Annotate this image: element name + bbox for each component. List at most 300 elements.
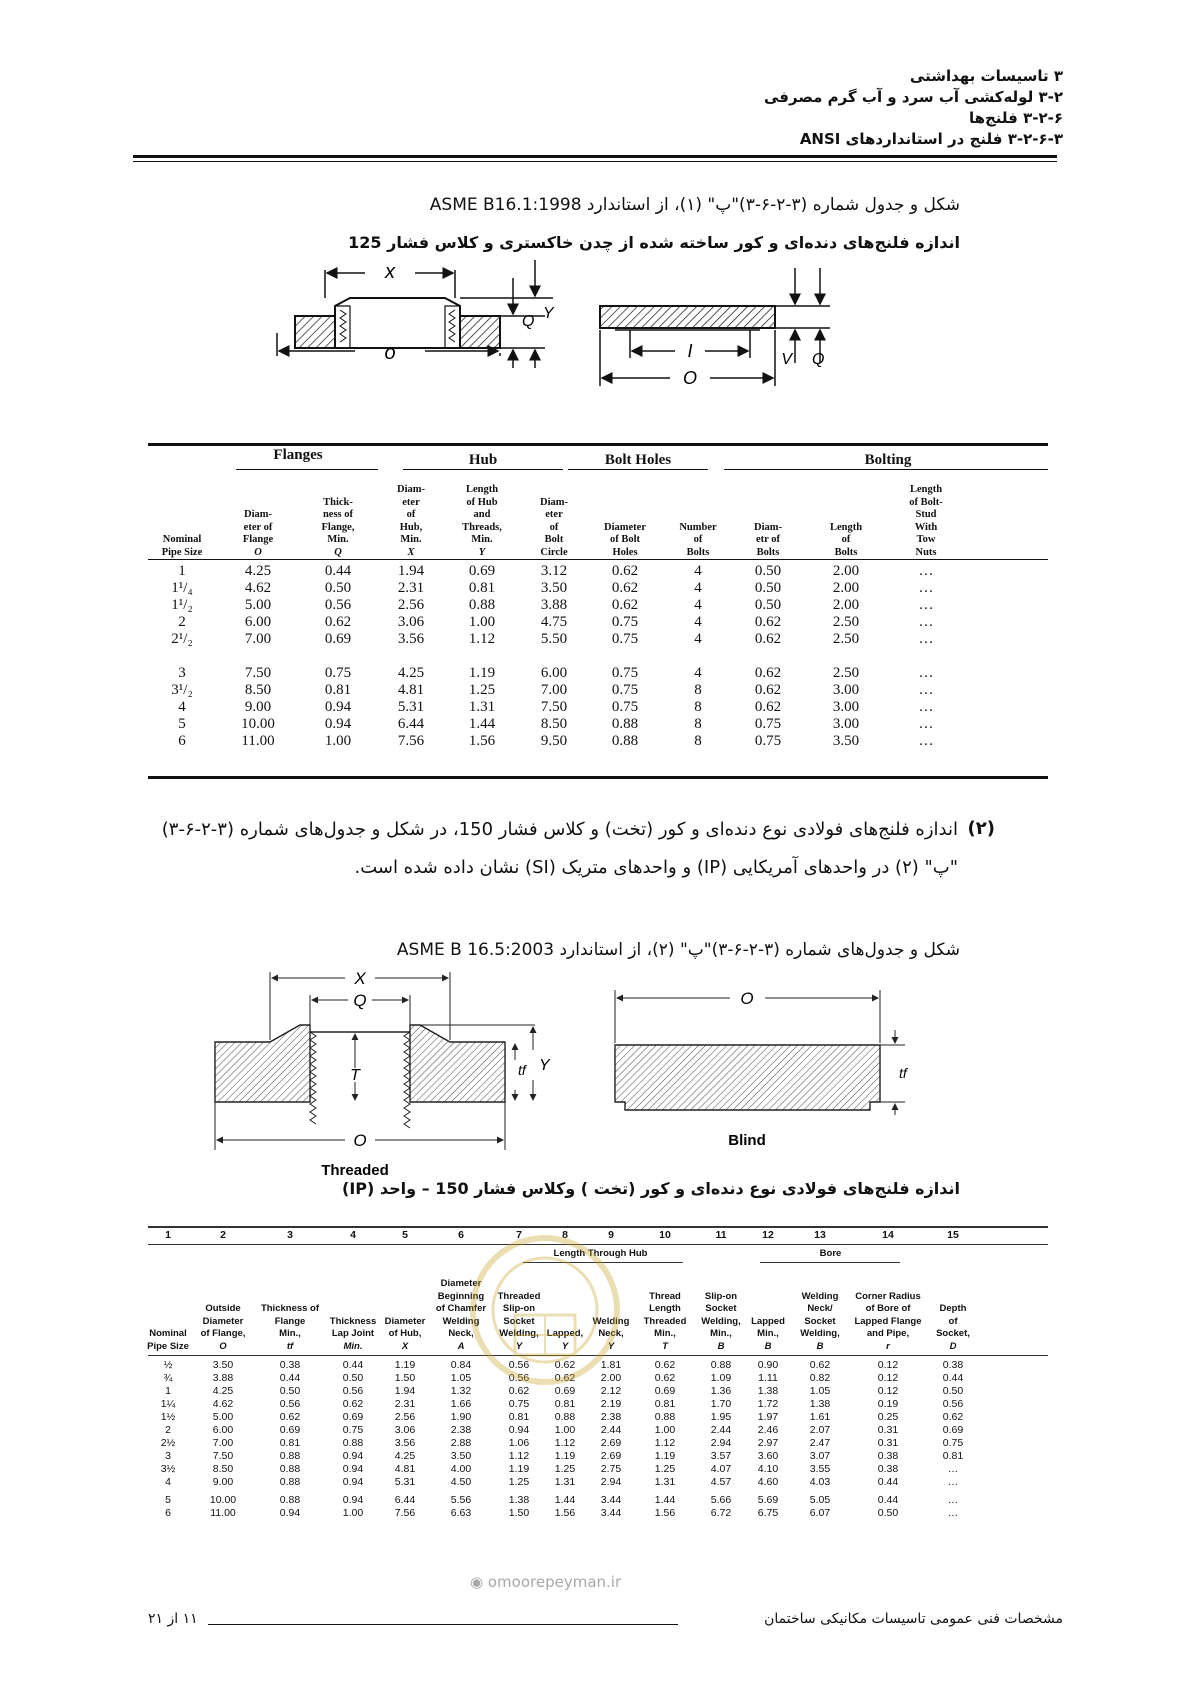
table-cell: 0.44	[279, 1372, 301, 1384]
table-cell: 0.62	[654, 1372, 676, 1384]
table-cell: 0.75	[611, 665, 639, 681]
paragraph-line-1: اندازه فلنج‌های فولادی نوع دنده‌ای و کور (تخت) و کلاس فشار 150، در شکل و جدول‌های شماره (۳-۲-۶-۳)	[161, 819, 958, 840]
table1-col-header-line: Diam-	[244, 509, 272, 520]
table-cell: 0.88	[279, 1450, 301, 1462]
table-cell: 1¹/₄	[171, 580, 193, 596]
table-cell: 1.90	[450, 1411, 472, 1423]
table1-col-header-line: Holes	[612, 546, 638, 558]
label-q-2: Q	[353, 991, 367, 1010]
table-cell: 0.62	[611, 580, 639, 596]
table-cell: 0.81	[508, 1411, 530, 1423]
table-cell: 5.00	[244, 597, 272, 613]
table-cell: 2	[165, 1424, 171, 1436]
table2-col-number: 9	[608, 1229, 614, 1241]
table-cell: …	[918, 665, 934, 681]
table2-col-number: 4	[350, 1229, 356, 1241]
table-cell: 2.44	[600, 1424, 622, 1436]
table-row	[148, 1450, 1048, 1463]
table-cell: 3.50	[450, 1450, 472, 1462]
table1-col-header-line: Min.	[327, 534, 349, 545]
table2-col-header-line: B	[816, 1340, 824, 1352]
table-cell: 7.56	[397, 733, 425, 749]
table-cell: 3.00	[832, 716, 860, 732]
table1-title: اندازه فلنج‌های دنده‌ای و کور ساخته شده از چدن خاکستری و کلاس فشار 125	[348, 233, 960, 252]
table-cell: 1.12	[654, 1437, 676, 1449]
table2-col-number: 2	[220, 1229, 226, 1241]
table2-col-number: 13	[814, 1229, 826, 1241]
table2-top-rule	[148, 1226, 1048, 1228]
table2-col-header-line: A	[457, 1340, 465, 1352]
table-cell: 0.81	[468, 580, 496, 596]
table-cell: 2.50	[832, 631, 860, 647]
table-cell: 5.31	[394, 1476, 416, 1488]
table-cell: 2.07	[809, 1424, 831, 1436]
table-cell: 1¹/₂	[171, 597, 193, 613]
table2-col-number: 12	[762, 1229, 774, 1241]
table-cell: 1.61	[809, 1411, 831, 1423]
table1-col-header-line: Bolt	[544, 534, 564, 545]
table-cell: 3.00	[832, 682, 860, 698]
table-cell: 0.94	[508, 1424, 530, 1436]
table-cell: 0.12	[877, 1372, 899, 1384]
table-cell: 0.75	[754, 733, 782, 749]
table1-col-header-line: Bolts	[686, 546, 710, 558]
table-cell: 0.62	[809, 1359, 831, 1371]
table-cell: 0.50	[754, 580, 782, 596]
group-hub: Hub	[468, 452, 498, 468]
table2-col-header-line: Welding	[592, 1315, 630, 1327]
label-y: Y	[543, 305, 554, 322]
table-cell: …	[947, 1463, 959, 1475]
table-cell: 0.56	[508, 1372, 530, 1384]
table1-col-header-1	[150, 534, 214, 559]
table-cell: 11.00	[210, 1507, 236, 1519]
table-cell: 2.19	[600, 1398, 622, 1410]
label-t-2: T	[350, 1067, 360, 1084]
table1-bottom-rule	[148, 776, 1048, 779]
table1-col-header-5	[450, 484, 514, 559]
table-cell: 4.62	[212, 1398, 234, 1410]
table2-col-header-2	[191, 1303, 255, 1353]
table1-col-header-line: Nominal	[162, 534, 202, 545]
group-bore: Bore	[819, 1248, 842, 1259]
table-cell: 2.38	[450, 1424, 472, 1436]
table-cell: 0.69	[554, 1385, 576, 1397]
table-cell: 6.75	[757, 1507, 779, 1519]
table-cell: 4.07	[710, 1463, 732, 1475]
table2-col-header-line: Neck/	[807, 1303, 833, 1314]
table1-col-header-line: Flange,	[321, 521, 355, 533]
table-cell: 5	[165, 1494, 171, 1506]
table-cell: 1.00	[324, 733, 352, 749]
figure2-flange-drawings	[215, 969, 965, 1179]
table-cell: 2	[178, 614, 186, 630]
table2-col-header-line: Thickness of	[260, 1303, 320, 1314]
table-cell: 6.44	[394, 1494, 416, 1506]
table-cell: 0.62	[654, 1359, 676, 1371]
table-cell: 0.81	[554, 1398, 576, 1410]
table-cell: 2.69	[600, 1437, 622, 1449]
group-flanges: Flanges	[273, 447, 323, 463]
table-cell: 10.00	[241, 716, 275, 732]
header-chapter: ۳ تاسیسات بهداشتی	[909, 67, 1063, 85]
table1-col-header-line: Length	[909, 484, 943, 495]
table-cell: 3.60	[757, 1450, 779, 1462]
table2-col-header-line: Lap Joint	[331, 1328, 375, 1339]
table2-col-header-line: Min.,	[279, 1328, 301, 1339]
table-cell: 1.00	[468, 614, 496, 630]
table-cell: 0.82	[809, 1372, 831, 1384]
table-cell: 6.44	[397, 716, 425, 732]
table-cell: 0.88	[279, 1463, 301, 1475]
table-cell: 0.50	[342, 1372, 364, 1384]
table2-col-header-line: Pipe Size	[147, 1340, 189, 1352]
table1-col-header-8	[666, 522, 730, 560]
table1-col-header-line: ness of	[322, 509, 354, 520]
table-cell: 1.31	[554, 1476, 576, 1488]
table-row	[148, 1437, 1048, 1450]
table-row	[148, 698, 1048, 716]
group-bolt-holes: Bolt Holes	[604, 452, 672, 468]
table2-col-header-line: Min.	[343, 1340, 363, 1352]
label-i: I	[687, 341, 693, 361]
table2-col-header-line: T	[662, 1340, 668, 1352]
table1-col-header-6	[522, 497, 586, 560]
table-cell: …	[947, 1476, 959, 1488]
table-cell: 1.70	[710, 1398, 732, 1410]
table1-col-header-line: Min.	[400, 534, 422, 545]
table-cell: 3.07	[809, 1450, 831, 1462]
table1-col-header-2	[226, 509, 290, 559]
table-cell: 1.38	[508, 1494, 530, 1506]
table-cell: 4.62	[244, 580, 272, 596]
table-row	[148, 715, 1048, 733]
blind-flange-section-2	[615, 1045, 880, 1110]
table-cell: …	[947, 1494, 959, 1506]
table-cell: 4.60	[757, 1476, 779, 1488]
table-row	[148, 579, 1048, 597]
table-cell: 1.05	[809, 1385, 831, 1397]
table-cell: 6.00	[244, 614, 272, 630]
table1-col-header-line: Bolts	[834, 546, 858, 558]
table-cell: 0.75	[611, 614, 639, 630]
table2-col-header-line: Thread	[649, 1290, 681, 1302]
label-o-right-2: O	[740, 989, 754, 1008]
table-cell: 0.56	[324, 597, 352, 613]
table-cell: 9.00	[244, 699, 272, 715]
table-cell: 0.44	[342, 1359, 364, 1371]
table-cell: 0.50	[324, 580, 352, 596]
table-cell: 3	[165, 1450, 171, 1462]
table-cell: 0.81	[324, 682, 352, 698]
table1-col-header-line: etr of	[756, 534, 780, 545]
table2-col-header-line: Y	[515, 1340, 523, 1352]
table2-col-header-5	[373, 1316, 437, 1354]
table-cell: 1.31	[468, 699, 496, 715]
table-cell: 4.81	[394, 1463, 416, 1475]
table-cell: 0.75	[754, 716, 782, 732]
header-rule-thin	[133, 161, 1057, 162]
table-cell: ¾	[163, 1372, 173, 1384]
paragraph-body	[58, 811, 958, 887]
table-cell: 1½	[160, 1411, 176, 1423]
table-cell: 1.72	[757, 1398, 779, 1410]
table-cell: 0.38	[279, 1359, 301, 1371]
table-row	[148, 1494, 1048, 1507]
table-cell: 0.62	[754, 699, 782, 715]
table-cell: 0.56	[508, 1359, 530, 1371]
table1-col-header-line: of	[549, 521, 559, 533]
table-cell: 0.84	[450, 1359, 472, 1371]
table-cell: 4	[694, 580, 702, 596]
table-cell: 0.88	[654, 1411, 676, 1423]
table-cell: 3.06	[394, 1424, 416, 1436]
table1-col-header-line: Hub,	[399, 521, 423, 533]
table2-col-header-line: Thickness	[329, 1315, 377, 1327]
table2-col-number: 5	[402, 1229, 408, 1241]
table2-col-header-line: Min.,	[654, 1328, 676, 1339]
figure1-caption: شکل و جدول شماره (۳-۲-۶-۳)"پ" (۱)، از استاندارد ASME B16.1:1998	[429, 195, 960, 215]
table1-col-header-3	[306, 497, 370, 560]
table2-col-number: 7	[516, 1229, 522, 1241]
table-cell: 3.56	[394, 1437, 416, 1449]
table-cell: 1.56	[468, 733, 496, 749]
table-cell: 6	[165, 1507, 171, 1519]
table-cell: 1.12	[508, 1450, 530, 1462]
table-cell: 0.25	[877, 1411, 899, 1423]
table2-title: اندازه فلنج‌های فولادی نوع دنده‌ای و کور (تخت ) وکلاس فشار 150 – واحد (IP)	[342, 1179, 960, 1198]
table-cell: 0.62	[324, 614, 352, 630]
table-cell: 2.94	[600, 1476, 622, 1488]
table-cell: 0.19	[877, 1398, 899, 1410]
table2-col-number: 11	[715, 1229, 727, 1241]
table-cell: 0.62	[279, 1411, 301, 1423]
table2-col-header-line: Y	[607, 1340, 615, 1352]
table2-col-number: 6	[458, 1229, 464, 1241]
table-row	[148, 1463, 1048, 1476]
table-cell: 0.62	[754, 614, 782, 630]
table2-col-number: 14	[882, 1229, 894, 1241]
table1-col-header-line: Threads,	[462, 521, 502, 533]
table-cell: 8	[694, 699, 702, 715]
table1-col-header-line: Q	[334, 546, 342, 558]
table-cell: 1¼	[160, 1398, 176, 1410]
table-cell: 0.62	[554, 1372, 576, 1384]
table-cell: 10.00	[209, 1494, 237, 1506]
table-cell: 5.66	[710, 1494, 732, 1506]
table2-col-header-line: of Chamfer	[435, 1303, 487, 1314]
table-cell: 0.75	[611, 699, 639, 715]
table-cell: 2.47	[809, 1437, 831, 1449]
table-cell: 0.94	[342, 1494, 364, 1506]
table-cell: 3.88	[540, 597, 568, 613]
label-threaded: Threaded	[321, 1162, 389, 1179]
table-cell: 1.36	[710, 1385, 732, 1397]
table2-col-header-line: Flange	[274, 1315, 306, 1327]
table2-col-header-line: Min.,	[710, 1328, 732, 1339]
table-cell: 0.62	[942, 1411, 964, 1423]
dim-v-q	[775, 268, 830, 363]
table-row	[148, 1424, 1048, 1437]
table-cell: 4	[165, 1476, 171, 1488]
table-cell: 7.50	[244, 665, 272, 681]
table-cell: 8.50	[212, 1463, 234, 1475]
table2-col-header-line: r	[886, 1340, 890, 1352]
table2-col-header-line: Nominal	[149, 1328, 187, 1339]
table1-col-header-11	[894, 484, 958, 559]
table1-col-header-line: and	[473, 509, 491, 520]
table2-col-header-line: Min.,	[757, 1328, 779, 1339]
table-cell: 4.00	[450, 1463, 472, 1475]
table2-col-header-line: Welding,	[499, 1328, 539, 1339]
table-cell: 2.00	[832, 580, 860, 596]
table-cell: 0.31	[877, 1424, 899, 1436]
table-cell: 0.56	[342, 1385, 364, 1397]
table-cell: 5.69	[757, 1494, 779, 1506]
header-topic: ۳-۲-۶-۳ فلنج در استانداردهای ANSI	[799, 130, 1063, 148]
table-cell: 1.19	[468, 665, 496, 681]
table-cell: 0.56	[942, 1398, 964, 1410]
table-cell: 3.88	[212, 1372, 234, 1384]
footer-document-title: مشخصات فنی عمومی تاسیسات مکانیکی ساختمان	[764, 1611, 1063, 1627]
table-cell: 1.66	[450, 1398, 472, 1410]
table-row	[148, 732, 1048, 750]
table-cell: 2.44	[710, 1424, 732, 1436]
table-cell: 1.44	[654, 1494, 676, 1506]
table2-col-header-10	[633, 1291, 697, 1354]
table1-col-header-line: eter	[545, 509, 563, 520]
table-cell: 7.00	[212, 1437, 234, 1449]
table1-col-header-line: Diam-	[754, 521, 782, 533]
table-cell: 0.38	[877, 1463, 899, 1475]
table-cell: 7.00	[244, 631, 272, 647]
table-cell: 4.25	[394, 1450, 416, 1462]
watermark-icon: ◉	[470, 1573, 484, 1591]
table-cell: 5.56	[450, 1494, 472, 1506]
table2-col-header-line: D	[949, 1340, 957, 1352]
table-cell: 0.69	[324, 631, 352, 647]
table1-col-header-line: O	[254, 546, 262, 558]
table-cell: …	[918, 733, 934, 749]
table-cell: 7.50	[212, 1450, 234, 1462]
table-cell: 1	[165, 1385, 171, 1397]
label-blind: Blind	[728, 1132, 766, 1149]
table-cell: 0.88	[342, 1437, 364, 1449]
table1-col-header-line: of	[841, 534, 851, 545]
table-cell: 0.75	[611, 682, 639, 698]
table1-col-header-line: X	[407, 546, 415, 558]
table-cell: 0.62	[754, 665, 782, 681]
table-cell: 2.00	[600, 1372, 622, 1384]
table-cell: 7.50	[540, 699, 568, 715]
label-v: V	[781, 351, 792, 368]
figure2-caption: شکل و جدول‌های شماره (۳-۲-۶-۳)"پ" (۲)، از استاندارد ASME B 16.5:2003	[396, 940, 960, 960]
table-cell: 1.38	[757, 1385, 779, 1397]
table-cell: 0.69	[342, 1411, 364, 1423]
table-cell: 3.44	[600, 1494, 622, 1506]
table-cell: 0.69	[942, 1424, 964, 1436]
table-cell: 0.44	[877, 1476, 899, 1488]
table-cell: 1.05	[450, 1372, 472, 1384]
table1-top-rule	[148, 443, 1048, 446]
table2-col-header-line: Socket,	[936, 1328, 970, 1339]
table-cell: 0.62	[611, 563, 639, 579]
table2-col-header-line: Neck,	[598, 1328, 624, 1339]
table-cell: …	[918, 682, 934, 698]
table2-col-header-line: Welding,	[701, 1315, 741, 1327]
table-cell: 4.25	[397, 665, 425, 681]
table-cell: 8	[694, 733, 702, 749]
table-cell: 0.44	[942, 1372, 964, 1384]
table-cell: 1.94	[397, 563, 425, 579]
table2-col-header-line: Lapped	[751, 1315, 785, 1327]
table-cell: 6	[178, 733, 186, 749]
table-cell: …	[918, 580, 934, 596]
table2-col-header-line: Lapped Flange	[854, 1315, 922, 1327]
table-cell: 1	[178, 563, 186, 579]
table-cell: 9.50	[540, 733, 568, 749]
header-section: ۳-۲ لوله‌کشی آب سرد و آب گرم مصرفی	[763, 88, 1063, 106]
table-cell: 2.31	[397, 580, 425, 596]
table-cell: 7.56	[394, 1507, 416, 1519]
table-cell: 1.44	[554, 1494, 576, 1506]
table1-col-header-line: Y	[478, 546, 486, 558]
table-cell: 1.56	[654, 1507, 676, 1519]
table-cell: 1.95	[710, 1411, 732, 1423]
table2-col-header-line: Threaded	[643, 1315, 687, 1327]
table-cell: 0.56	[279, 1398, 301, 1410]
table-cell: 5.05	[809, 1494, 831, 1506]
table-cell: 4.25	[244, 563, 272, 579]
table-cell: 3½	[160, 1463, 176, 1475]
table-cell: 6.63	[450, 1507, 472, 1519]
table-cell: 0.81	[654, 1398, 676, 1410]
table2-col-header-line: Lapped,	[546, 1328, 584, 1339]
table-cell: 0.75	[942, 1437, 964, 1449]
header-rule-thick	[133, 155, 1057, 158]
table1-col-header-line: Diam-	[397, 484, 425, 495]
table-cell: 2.75	[600, 1463, 622, 1475]
table-row	[148, 664, 1048, 682]
table-cell: 0.69	[279, 1424, 301, 1436]
table2-col-header-line: of Bore of	[865, 1303, 911, 1314]
table-row	[148, 1411, 1048, 1424]
table-cell: 2½	[160, 1437, 176, 1449]
group-length-through-hub: Length Through Hub	[553, 1248, 648, 1259]
watermark-seal	[465, 1230, 625, 1390]
table-cell: 1.19	[508, 1463, 530, 1475]
table-cell: 4.75	[540, 614, 568, 630]
table-cell: 0.94	[279, 1507, 301, 1519]
rule-hub	[403, 469, 563, 470]
table-cell: 3.50	[540, 580, 568, 596]
table-cell: 1.19	[554, 1450, 576, 1462]
table-cell: 1.00	[554, 1424, 576, 1436]
table-cell: …	[918, 563, 934, 579]
table-cell: 0.44	[877, 1494, 899, 1506]
table-cell: 3.12	[540, 563, 568, 579]
table-cell: 1.44	[468, 716, 496, 732]
table-cell: 0.88	[611, 733, 639, 749]
table-cell: 0.62	[554, 1359, 576, 1371]
table2-col-header-line: Slip-on	[704, 1290, 738, 1302]
table-cell: 0.94	[324, 716, 352, 732]
table-cell: 2.46	[757, 1424, 779, 1436]
label-tf-right-2: tf	[899, 1065, 907, 1081]
table-cell: 2.69	[600, 1450, 622, 1462]
table1-col-header-line: Length	[829, 521, 863, 533]
table-cell: 0.62	[754, 631, 782, 647]
